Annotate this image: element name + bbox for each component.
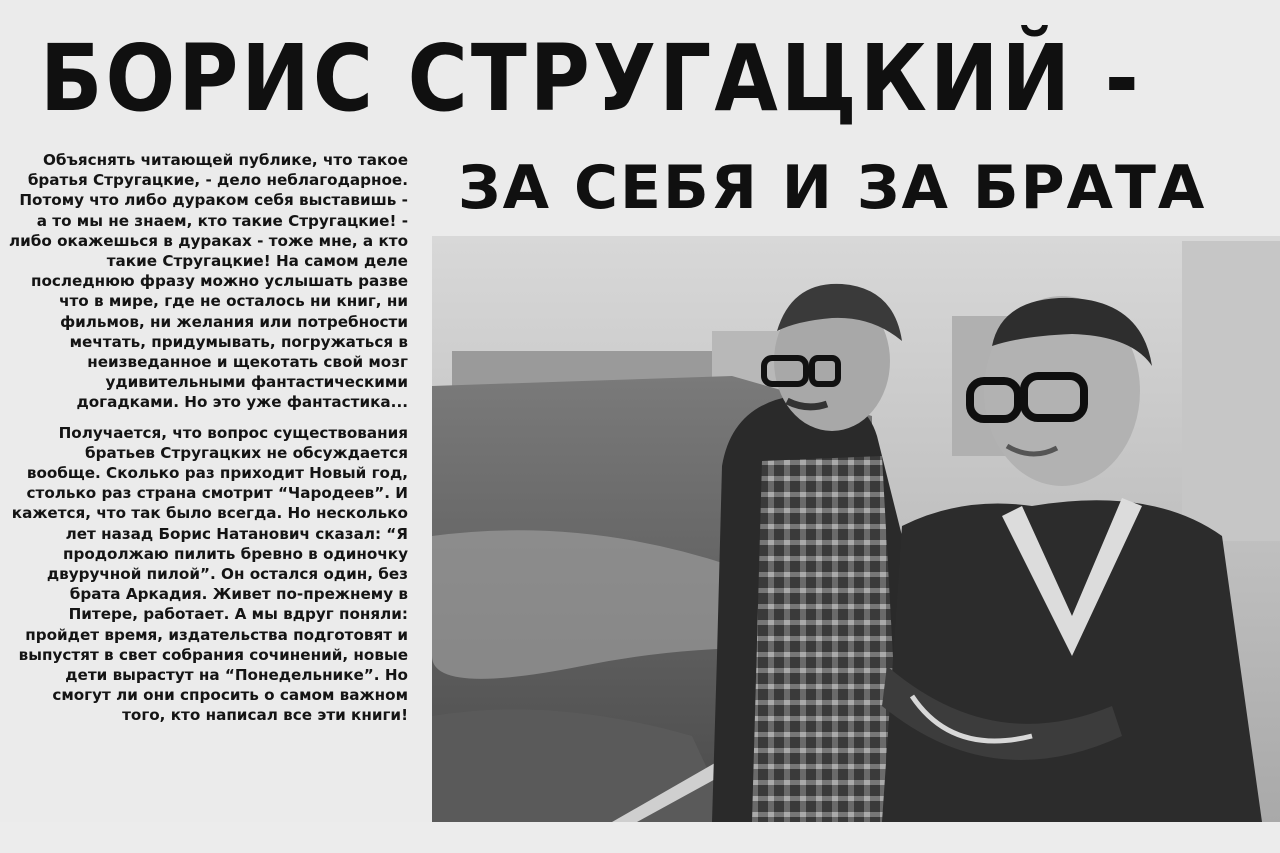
subheadline: ЗА СЕБЯ И ЗА БРАТА — [458, 153, 1207, 223]
headline: БОРИС СТРУГАЦКИЙ - — [40, 26, 1142, 133]
page-bottom-margin — [0, 822, 1280, 853]
paragraph-1: Объяснять читающей публике, что такое братья Стругацкие, - дело неблагодарное. Потому что либо дураком себя выставишь - а то мы не знаем, кто такие Стругацкие! - либо окажешься в дураках - тоже мне, а кто такие Стругацкие! На самом деле последнюю фразу можно услышать разве что в мире, где не осталось ни книг, ни фильмов, ни желания или потребности мечтать, придумывать, погружаться в неизведанное и щекотать свой мозг удивительными фантастическими догадками. Но это уже фантастика... — [9, 151, 408, 412]
photo-strugatsky-brothers — [432, 236, 1280, 822]
paragraph-2: Получается, что вопрос существования братьев Стругацких не обсуждается вообще. Сколько раз приходит Новый год, столько раз страна смотрит “Чародеев”. И кажется, что так было всегда. Но несколько лет назад Борис Натанович сказал: “Я продолжаю пилить бревно в одиночку двуручной пилой”. Он остался один, без брата Аркадия. Живет по-прежнему в Питере, работает. А мы вдруг поняли: пройдет время, издательства подготовят и выпустят в свет собрания сочинений, новые дети вырастут на “Понедельнике”. Но смогут ли они спросить о самом важном того, кто написал все эти книги! — [11, 423, 408, 725]
article-body — [6, 150, 408, 736]
photo-illustration — [432, 236, 1280, 822]
